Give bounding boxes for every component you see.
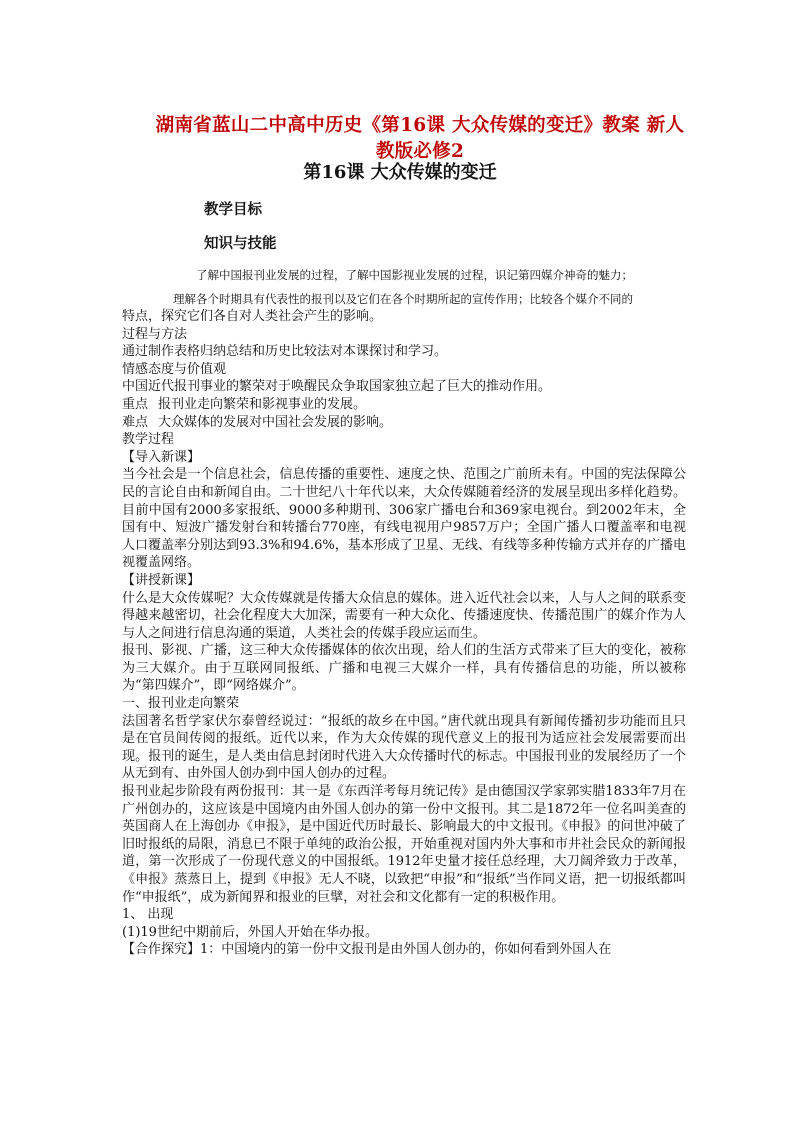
difficult-text: 大众媒体的发展对中国社会发展的影响。 (158, 414, 393, 430)
key-label: 重点 (122, 396, 149, 412)
teaching-process-heading: 教学过程 (122, 432, 175, 448)
key-text: 报刊业走向繁荣和影视事业的发展。 (158, 396, 367, 412)
document-body (122, 308, 686, 959)
objective-understand-cont: 特点，探究它们各自对人类社会产生的影响。 (122, 309, 383, 324)
section-1-text-2: 报刊业起步阶段有两份报刊：其一是《东西洋考每月统记传》是由德国汉学家郭实腊1833年7月在广州创办的，这应该是中国境内由外国人创办的第一份中文报刊。其二是1872年一位名叫美查的英国商人在上海创办《申报》，是中国近代历时最长、影响最大的中文报刊。《申报》的问世冲破了旧时报纸的局限，消息已不限于单纯的政治公报，开始重视对国内外大事和市井社会民众的新闻报道，第一次形成了一份现代意义的中国报纸。1912年史量才接任总经理，大刀阔斧致力于改革，《申报》蒸蒸日上，提到《申报》无人不晓，以致把“申报”和“报纸”当作同义语，把一切报纸都叫作“申报纸”，成为新闻界和报业的巨擘，对社会和文化都有一定的积极作用。 (122, 784, 686, 905)
document-title: 湖南省蓝山二中高中历史《第16课 大众传媒的变迁》教案 新人教版必修2 (155, 115, 685, 162)
lecture-text-1: 什么是大众传媒呢？大众传媒就是传播大众信息的媒体。进入近代社会以来，人与人之间的联系变得越来越密切，社会化程度大大加深，需要有一种大众化、传播速度快、传播范围广的媒介作为人与人之间进行信息沟通的渠道，人类社会的传媒手段应运而生。 (122, 590, 686, 641)
objective-understand: 理解各个时期具有代表性的报刊以及它们在各个时期所起的宣传作用；比较各个媒介不同的 (173, 292, 633, 306)
attitude-text: 中国近代报刊事业的繁荣对于唤醒民众争取国家独立起了巨大的推动作用。 (122, 379, 552, 395)
process-heading: 过程与方法 (122, 326, 188, 342)
objective-knowledge: 了解中国报刊业发展的过程，了解中国影视业发展的过程，识记第四媒介神奇的魅力； (196, 268, 633, 282)
lesson-title: 第16课 大众传媒的变迁 (303, 162, 497, 183)
cooperation-text: 1：中国境内的第一份中文报刊是由外国人创办的，你如何看到外国人在 (200, 942, 612, 958)
attitude-heading: 情感态度与价值观 (122, 361, 227, 377)
intro-text: 当今社会是一个信息社会，信息传播的重要性、速度之快、范围之广前所未有。中国的宪法保障公民的言论自由和新闻自由。二十世纪八十年代以来，大众传媒随着经济的发展呈现出多样化趋势。目前中国有2000多家报纸、9000多种期刊、306家广播电台和369家电视台。到2002年末，全国有中、短波广播发射台和转播台770座，有线电视用户9857万户；全国广播人口覆盖率和电视人口覆盖率分别达到93.3%和94.6%，基本形成了卫星、无线、有线等多种传输方式并存的广播电视覆盖网络。 (122, 467, 686, 571)
heading-teaching-goals: 教学目标 (204, 201, 262, 218)
process-text: 通过制作表格归纳总结和历史比较法对本课探讨和学习。 (122, 344, 448, 360)
heading-knowledge-skills: 知识与技能 (204, 235, 277, 252)
subsection-1-item: (1)19世纪中期前后，外国人开始在华办报。 (122, 924, 378, 940)
key-point (122, 396, 686, 414)
difficult-label: 难点 (122, 414, 149, 430)
cooperation-paragraph (122, 941, 686, 959)
intro-heading: 【导入新课】 (122, 449, 201, 465)
section-1-text: 法国著名哲学家伏尔泰曾经说过：“报纸的故乡在中国。”唐代就出现具有新闻传播初步功能而且只是在官员间传阅的报纸。近代以来，作为大众传媒的现代意义上的报刊为适应社会发展需要而出现。报刊的诞生，是人类由信息封闭时代进入大众传播时代的标志。中国报刊业的发展经历了一个从无到有、由外国人创办到中国人创办的过程。 (122, 713, 686, 782)
lecture-heading: 【讲授新课】 (122, 572, 201, 588)
difficult-point (122, 414, 686, 432)
lecture-text-2: 报刊、影视、广播，这三种大众传播媒体的依次出现，给人们的生活方式带来了巨大的变化，被称为三大媒介。由于互联网同报纸、广播和电视三大媒介一样，具有传播信息的功能，所以被称为“第四媒介”，即“网络媒介”。 (122, 643, 686, 694)
cooperation-label: 【合作探究】 (122, 942, 201, 958)
section-1-heading: 一、报刊业走向繁荣 (122, 696, 240, 712)
subsection-1-heading: 1、 出现 (122, 907, 174, 923)
